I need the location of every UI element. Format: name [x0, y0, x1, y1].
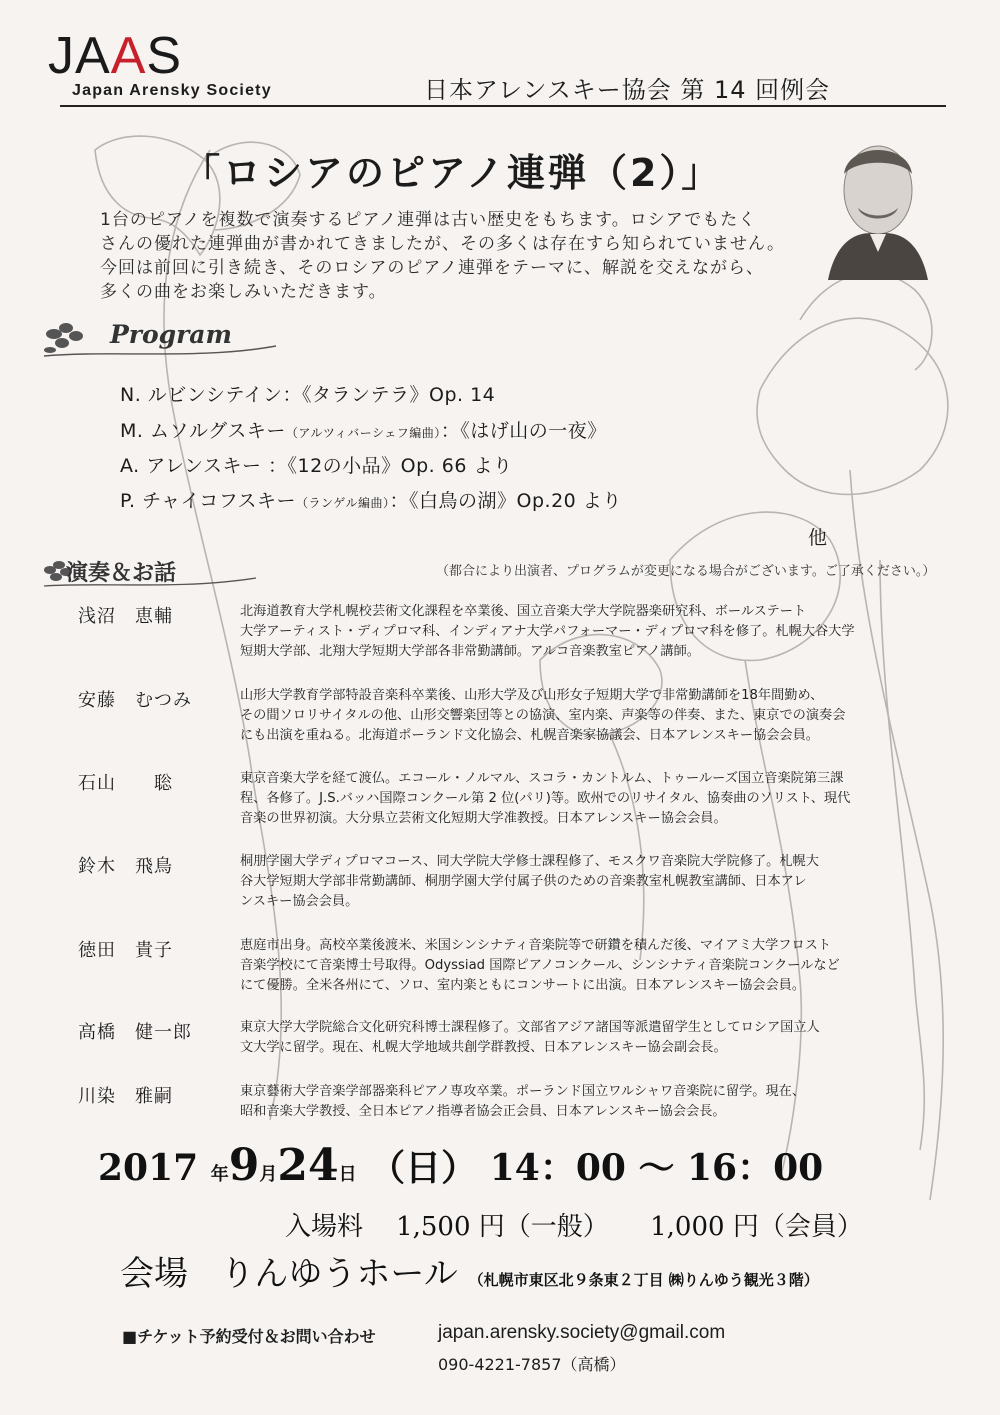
bio-line: 文大学に留学。現在、札幌大学地域共創学群教授、日本アレンスキー協会副会長。: [240, 1040, 727, 1055]
event-time: 14：00 ～ 16：00: [489, 1147, 824, 1189]
performer-name: 安藤 むつみ: [78, 690, 192, 711]
fee-member-note: （会員）: [758, 1212, 863, 1242]
intro-line: さんの優れた連弾曲が書かれてきましたが、その多くは存在すら知られていません。: [100, 234, 786, 254]
performer-name: 高橋 健一郎: [78, 1022, 192, 1043]
venue: [120, 1246, 819, 1295]
program-arranger: （アルツィバーシェフ編曲）: [285, 426, 441, 440]
event-month: 9: [228, 1140, 260, 1191]
performer-name: 石山 聡: [78, 773, 173, 794]
bio-line: 桐朋学園大学ディプロマコース、同大学院大学修士課程修了、モスクワ音楽院大学院修了。札幌大: [240, 854, 819, 869]
performer-name: 浅沼 恵輔: [78, 606, 173, 627]
event-weekday: （日）: [369, 1147, 478, 1189]
bio-line: 大学アーティスト・ディプロマ科、インディアナ大学パフォーマー・ディプロマ科を修了。札幌大谷大学: [240, 624, 855, 639]
program-item: [120, 486, 622, 513]
performer-bio: [240, 686, 920, 746]
performer-bio: [240, 852, 920, 912]
program-work: 《タランテラ》Op. 14: [302, 384, 496, 406]
bio-line: 音楽の世界初演。大分県立芸術文化短期大学准教授。日本アレンスキー協会会員。: [240, 811, 727, 826]
program-heading: Program: [110, 320, 232, 349]
bio-line: ンスキー協会会員。: [240, 894, 359, 909]
program-item: [120, 380, 495, 407]
performer-name: 徳田 貴子: [78, 940, 173, 961]
ticket-contact-label: ■チケット予約受付＆お問い合わせ: [122, 1327, 376, 1346]
page-title: 「ロシアのピアノ連弾（2）」: [182, 151, 723, 195]
header-divider: [60, 105, 946, 107]
bio-line: 昭和音楽大学教授、全日本ピアノ指導者協会正会員、日本アレンスキー協会会長。: [240, 1104, 726, 1119]
bio-line: 谷大学短期大学部非常勤講師、桐朋学園大学付属子供のための音楽教室札幌教室講師、日本アレ: [240, 874, 807, 889]
bio-line: 東京音楽大学を経て渡仏。エコール・ノルマル、スコラ・カントルム、トゥールーズ国立音楽院第三課: [240, 771, 844, 786]
program-work: ：《はげ山の一夜》: [440, 420, 607, 442]
venue-name: りんゆうホール: [220, 1254, 458, 1294]
bio-line: にて優勝。全米各州にて、ソロ、室内楽ともにコンサートに出演。日本アレンスキー協会会員。: [240, 978, 806, 993]
venue-label: 会場: [120, 1254, 188, 1294]
performer-bio: [240, 936, 920, 996]
year-unit: 年: [210, 1164, 229, 1185]
bio-line: その間ソロリサイタルの他、山形交響楽団等との協演、室内楽、声楽等の伴奏、また、東京での演奏会: [240, 708, 846, 723]
fee-label: 入場料: [285, 1212, 364, 1242]
performer-name: 鈴木 飛鳥: [78, 856, 173, 877]
performer-bio: [240, 1018, 920, 1058]
bio-line: 東京大学大学院総合文化研究科博士課程修了。文部省アジア諸国等派遣留学生としてロシア国立人: [240, 1020, 820, 1035]
program-item: [120, 451, 512, 478]
fee-member: 1,000 円: [650, 1212, 759, 1242]
contact-email[interactable]: japan.arensky.society@gmail.com: [438, 1322, 726, 1343]
intro-line: 多くの曲をお楽しみいただきます。: [100, 282, 387, 302]
bio-line: 山形大学教育学部特設音楽科卒業後、山形大学及び山形女子短期大学で非常勤講師を18年間勤め、: [240, 688, 824, 703]
logo: [48, 27, 183, 85]
bio-line: 短期大学部、北翔大学短期大学部各非常勤講師。アルコ音楽教室ピアノ講師。: [240, 644, 700, 659]
intro-line: 1台のピアノを複数で演奏するピアノ連弾は古い歴史をもちます。ロシアでもたく: [100, 210, 757, 230]
event-day: 24: [277, 1140, 339, 1191]
fee-general-note: （一般）: [504, 1212, 609, 1242]
bio-line: にも出演を重ねる。北海道ポーランド文化協会、札幌音楽家協議会、日本アレンスキー協会会員。: [240, 728, 819, 743]
fee-general: 1,500 円: [396, 1212, 505, 1242]
bio-line: 東京藝術大学音楽学部器楽科ピアノ専攻卒業。ポーランド国立ワルシャワ音楽院に留学。現在、: [240, 1084, 806, 1099]
event-series: 日本アレンスキー協会 第 14 回例会: [424, 76, 831, 104]
program-composer: M. ムソルグスキー: [120, 420, 286, 442]
month-unit: 月: [259, 1164, 278, 1185]
bio-line: 北海道教育大学札幌校芸術文化課程を卒業後、国立音楽大学大学院器楽研究科、ボールステート: [240, 604, 807, 619]
venue-address: （札幌市東区北９条東２丁目 ㈱りんゆう観光３階）: [468, 1271, 819, 1289]
program-etc: 他: [808, 527, 828, 549]
program-composer: P. チャイコフスキー: [120, 490, 296, 512]
performer-name: 川染 雅嗣: [78, 1086, 173, 1107]
program-work: ：《白鳥の湖》Op.20 より: [389, 490, 622, 512]
intro-line: 今回は前回に引き続き、そのロシアのピアノ連弾をテーマに、解説を交えながら、: [100, 258, 764, 278]
change-notice: （都合により出演者、プログラムが変更になる場合がございます。ご了承ください。）: [436, 564, 936, 579]
intro-text: [100, 208, 820, 304]
logo-subtitle: Japan Arensky Society: [72, 82, 272, 99]
bio-line: 程、各修了。J.S.バッハ国際コンクール第 2 位(パリ)等。欧州でのリサイタル、協奏曲のソリスト、現代: [240, 791, 851, 806]
performer-bio: [240, 602, 920, 662]
day-unit: 日: [338, 1164, 357, 1185]
event-year: 2017: [98, 1147, 199, 1189]
program-composer: N. ルビンシテイン：: [120, 384, 302, 406]
bio-line: 音楽学校にて音楽博士号取得。Odyssiad 国際ピアノコンクール、シンシナティ音楽院コンクールなど: [240, 958, 840, 973]
program-arranger: （ランゲル編曲）: [296, 496, 390, 510]
program-work: 《12の小品》Op. 66 より: [287, 455, 513, 477]
contact-phone: 090-4221-7857（高橋）: [438, 1355, 626, 1374]
program-composer: A. アレンスキー ：: [120, 455, 288, 477]
performers-heading: 演奏＆お話: [66, 561, 177, 586]
composer-portrait: [818, 130, 938, 280]
program-item: [120, 416, 607, 443]
logo-text: JAAS: [48, 27, 183, 85]
admission-fee: [285, 1206, 863, 1243]
performer-bio: [240, 1082, 920, 1122]
bio-line: 恵庭市出身。高校卒業後渡米、米国シンシナティ音楽院等で研鑽を積んだ後、マイアミ大学フロスト: [240, 938, 832, 953]
event-date: [98, 1140, 823, 1191]
performer-bio: [240, 769, 920, 829]
